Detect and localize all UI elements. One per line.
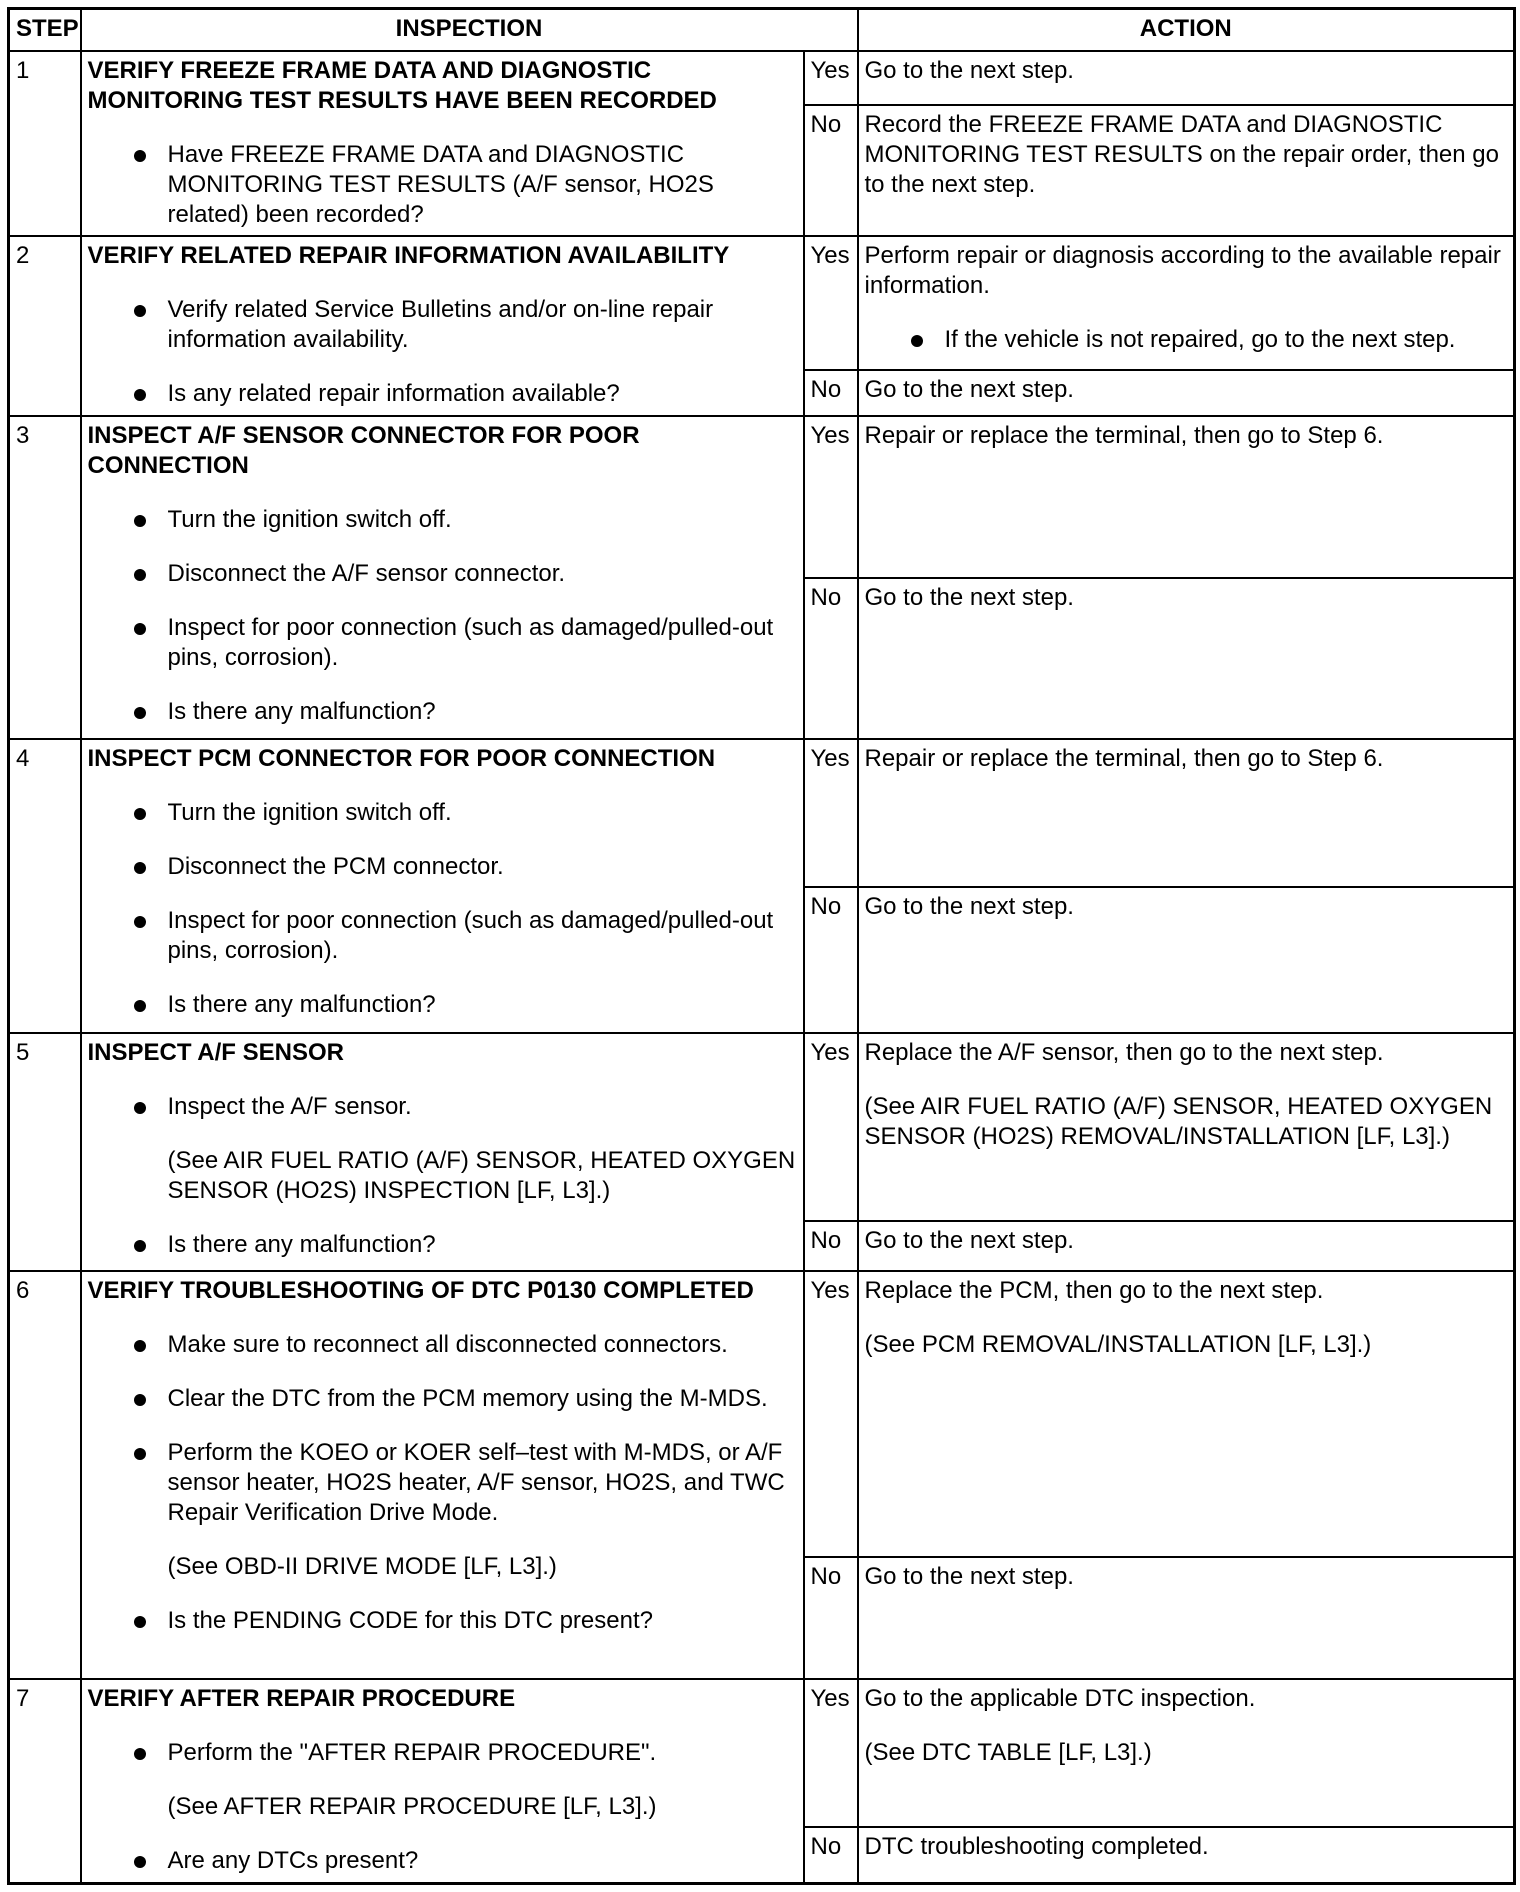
yes-action	[858, 1271, 1515, 1557]
no-action: Record the FREEZE FRAME DATA and DIAGNOSTIC MONITORING TEST RESULTS on the repair order, then go to the next step.	[858, 105, 1515, 236]
no-action: Go to the next step.	[858, 1221, 1515, 1271]
yes-label: Yes	[804, 1033, 858, 1221]
no-label: No	[804, 105, 858, 236]
table-row	[9, 51, 1515, 105]
no-label: No	[804, 578, 858, 739]
step-title: VERIFY FREEZE FRAME DATA AND DIAGNOSTIC MONITORING TEST RESULTS HAVE BEEN RECORDED	[87, 56, 717, 114]
bullet-note: (See AIR FUEL RATIO (A/F) SENSOR, HEATED OXYGEN SENSOR (HO2S) INSPECTION [LF, L3].)	[167, 1147, 796, 1205]
yes-action-note: (See AIR FUEL RATIO (A/F) SENSOR, HEATED OXYGEN SENSOR (HO2S) REMOVAL/INSTALLATION [LF, L3].)	[864, 1093, 1493, 1151]
header-row	[9, 9, 1515, 51]
inspection-cell	[81, 739, 804, 1033]
yes-label: Yes	[804, 236, 858, 370]
bullet-item: Disconnect the PCM connector.	[88, 852, 797, 882]
step-title: INSPECT PCM CONNECTOR FOR POOR CONNECTION	[87, 745, 716, 773]
bullet-item: Verify related Service Bulletins and/or on-line repair information availability.	[88, 295, 797, 355]
table-row	[9, 739, 1515, 886]
inspection-cell	[81, 416, 804, 739]
yes-label: Yes	[804, 51, 858, 105]
bullet-item: Are any DTCs present?	[88, 1846, 797, 1876]
bullet-item: Clear the DTC from the PCM memory using the M-MDS.	[88, 1384, 797, 1414]
bullet-item: Turn the ignition switch off.	[88, 505, 797, 535]
bullet-item: Is any related repair information available?	[88, 379, 797, 409]
yes-action: Repair or replace the terminal, then go to Step 6.	[858, 416, 1515, 577]
step-number: 3	[9, 416, 81, 739]
no-label: No	[804, 1557, 858, 1679]
step-title: VERIFY RELATED REPAIR INFORMATION AVAILABILITY	[87, 241, 730, 269]
bullet-item: Have FREEZE FRAME DATA and DIAGNOSTIC MONITORING TEST RESULTS (A/F sensor, HO2S related) been recorded?	[88, 140, 797, 230]
table-row	[9, 236, 1515, 370]
bullet-item: Is there any malfunction?	[88, 697, 797, 727]
table-row	[9, 1033, 1515, 1221]
yes-action: Go to the next step.	[858, 51, 1515, 105]
bullet-item: Inspect the A/F sensor.	[88, 1092, 797, 1122]
table-row	[9, 416, 1515, 577]
yes-action-text: Replace the A/F sensor, then go to the next step.	[864, 1039, 1384, 1067]
step-number: 4	[9, 739, 81, 1033]
no-action: Go to the next step.	[858, 887, 1515, 1033]
yes-label: Yes	[804, 416, 858, 577]
bullet-item: Disconnect the A/F sensor connector.	[88, 559, 797, 589]
yes-label: Yes	[804, 1679, 858, 1827]
no-label: No	[804, 887, 858, 1033]
yes-action: Repair or replace the terminal, then go to Step 6.	[858, 739, 1515, 886]
inspection-cell	[81, 1271, 804, 1679]
table-row	[9, 1271, 1515, 1557]
no-action: Go to the next step.	[858, 370, 1515, 416]
yes-action	[858, 236, 1515, 370]
step-number: 2	[9, 236, 81, 416]
header-action: ACTION	[858, 9, 1515, 51]
yes-action-note: (See DTC TABLE [LF, L3].)	[864, 1738, 1152, 1766]
no-action: Go to the next step.	[858, 578, 1515, 739]
inspection-cell	[81, 51, 804, 236]
step-title: VERIFY AFTER REPAIR PROCEDURE	[87, 1684, 516, 1712]
bullet-note: (See AFTER REPAIR PROCEDURE [LF, L3].)	[167, 1792, 657, 1820]
table-row	[9, 1679, 1515, 1827]
bullet-item: Is there any malfunction?	[88, 1230, 797, 1260]
inspection-cell	[81, 1033, 804, 1271]
header-step: STEP	[9, 9, 81, 51]
bullet-item: Perform the KOEO or KOER self–test with M-MDS, or A/F sensor heater, HO2S heater, A/F sensor, HO2S, and TWC Repair Verification Drive Mode.	[88, 1438, 797, 1528]
step-title: INSPECT A/F SENSOR	[87, 1039, 344, 1067]
header-inspection: INSPECTION	[81, 9, 858, 51]
inspection-cell	[81, 236, 804, 416]
no-label: No	[804, 1827, 858, 1883]
no-action: DTC troubleshooting completed.	[858, 1827, 1515, 1883]
step-title: INSPECT A/F SENSOR CONNECTOR FOR POOR CONNECTION	[87, 422, 640, 480]
bullet-item: Perform the "AFTER REPAIR PROCEDURE".	[88, 1738, 797, 1768]
bullet-note: (See OBD-II DRIVE MODE [LF, L3].)	[167, 1552, 557, 1580]
bullet-item: Is the PENDING CODE for this DTC present?	[88, 1606, 797, 1636]
bullet-item: Inspect for poor connection (such as damaged/pulled-out pins, corrosion).	[88, 906, 797, 966]
yes-action-text: Go to the applicable DTC inspection.	[864, 1684, 1256, 1712]
yes-action-text: Replace the PCM, then go to the next step.	[864, 1276, 1324, 1304]
bullet-item: Turn the ignition switch off.	[88, 798, 797, 828]
no-label: No	[804, 370, 858, 416]
step-title: VERIFY TROUBLESHOOTING OF DTC P0130 COMPLETED	[87, 1276, 754, 1304]
step-number: 5	[9, 1033, 81, 1271]
yes-action	[858, 1679, 1515, 1827]
bullet-item: Is there any malfunction?	[88, 990, 797, 1020]
yes-action-note: (See PCM REMOVAL/INSTALLATION [LF, L3].)	[864, 1330, 1372, 1358]
no-action: Go to the next step.	[858, 1557, 1515, 1679]
inspection-cell	[81, 1679, 804, 1884]
bullet-item: Inspect for poor connection (such as damaged/pulled-out pins, corrosion).	[88, 613, 797, 673]
bullet-item: Make sure to reconnect all disconnected connectors.	[88, 1330, 797, 1360]
step-number: 6	[9, 1271, 81, 1679]
yes-action-text: Perform repair or diagnosis according to the available repair information.	[864, 241, 1501, 299]
no-label: No	[804, 1221, 858, 1271]
diagnostic-table	[7, 7, 1516, 1885]
step-number: 7	[9, 1679, 81, 1884]
yes-label: Yes	[804, 1271, 858, 1557]
yes-label: Yes	[804, 739, 858, 886]
yes-action	[858, 1033, 1515, 1221]
yes-action-bullet: If the vehicle is not repaired, go to the next step.	[865, 325, 1508, 355]
step-number: 1	[9, 51, 81, 236]
